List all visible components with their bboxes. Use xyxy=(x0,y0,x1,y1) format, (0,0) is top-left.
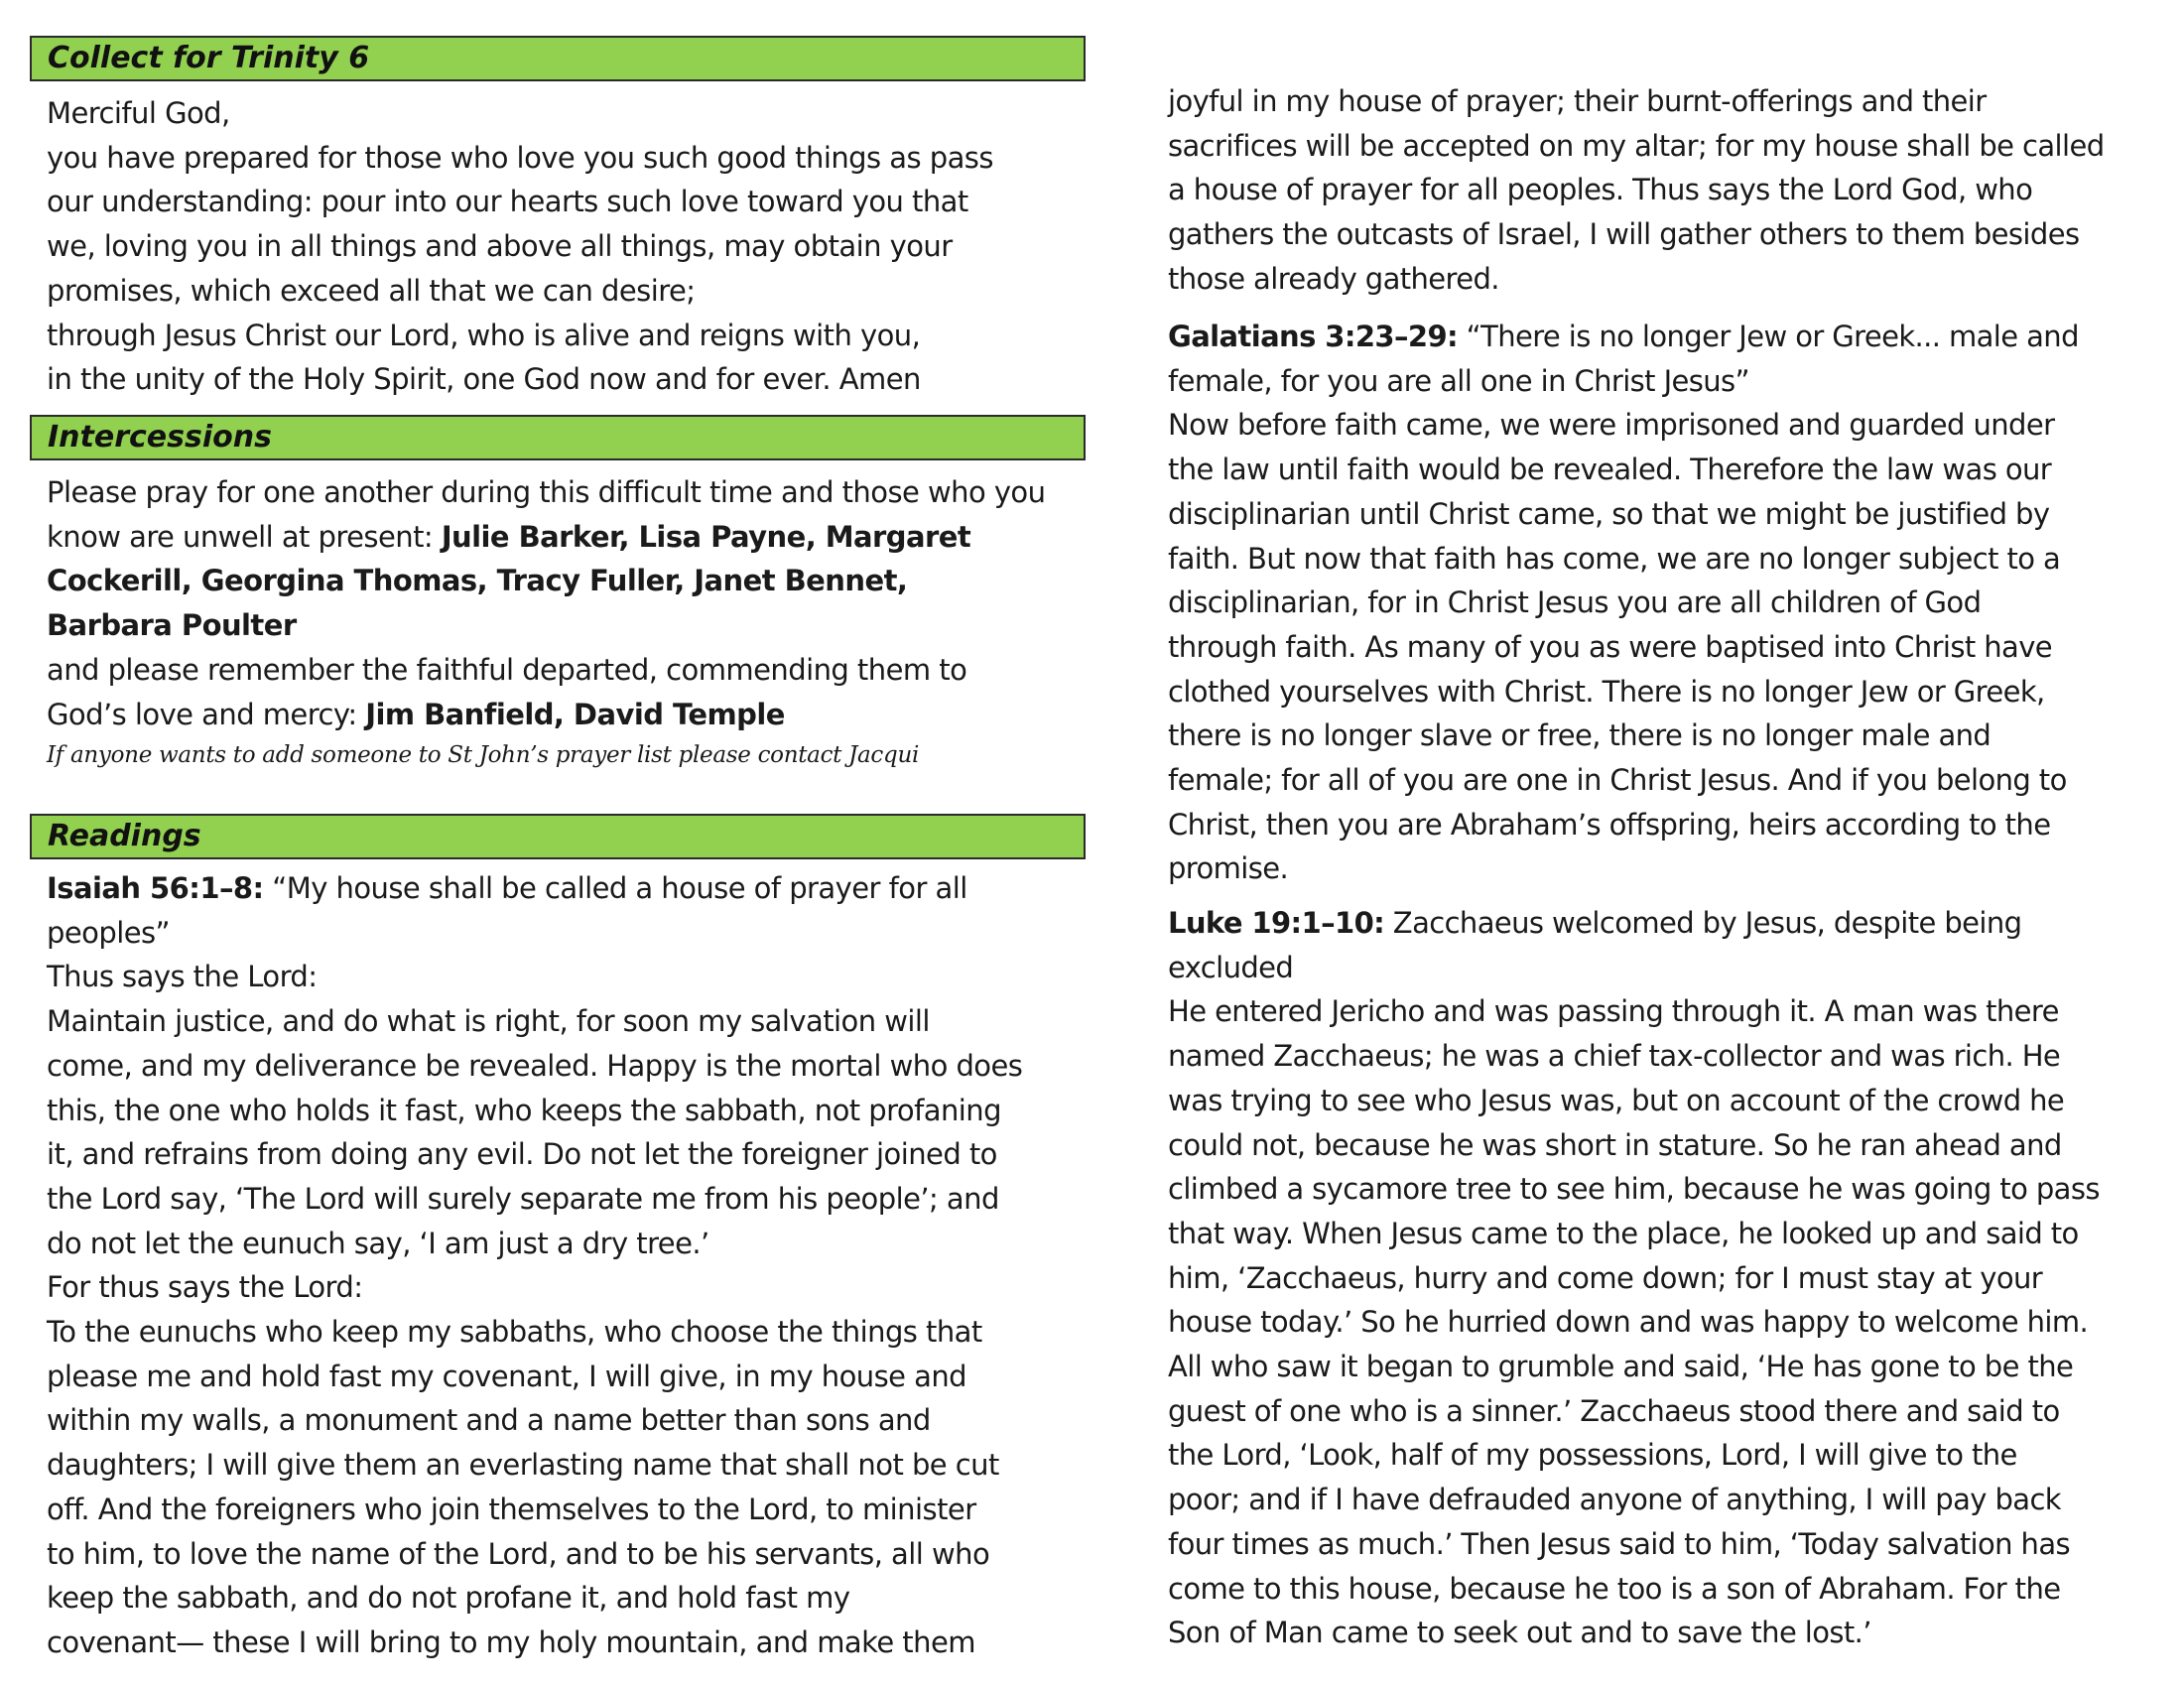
luke-line: four times as much.’ Then Jesus said to him, ‘Today salvation has xyxy=(1168,1526,2070,1561)
isaiah-title-text: “My house shall be called a house of prayer for all xyxy=(263,871,967,905)
galatians-line: through faith. As many of you as were baptised into Christ have xyxy=(1168,629,2053,664)
luke-title xyxy=(1168,901,2100,946)
isaiah-line: a house of prayer for all peoples. Thus says the Lord God, who xyxy=(1168,173,2033,207)
isaiah-continued xyxy=(1168,79,2105,302)
isaiah-line: Maintain justice, and do what is right, for soon my salvation will xyxy=(47,1004,930,1039)
collect-line: Merciful God, xyxy=(47,96,230,130)
collect-line: in the unity of the Holy Spirit, one God now and for ever. Amen xyxy=(47,362,921,397)
luke-line: guest of one who is a sinner.’ Zacchaeus stood there and said to xyxy=(1168,1393,2060,1428)
isaiah-line: For thus says the Lord: xyxy=(47,1270,363,1305)
readings-header: Readings xyxy=(30,814,1086,859)
isaiah-line: joyful in my house of prayer; their burnt-offerings and their xyxy=(1168,84,1987,118)
isaiah-line: to him, to love the name of the Lord, and to be his servants, all who xyxy=(47,1536,990,1571)
isaiah-line: please me and hold fast my covenant, I will give, in my house and xyxy=(47,1359,967,1393)
sick-names: Julie Barker, Lisa Payne, Margaret xyxy=(441,519,971,554)
collect-line: you have prepared for those who love you such good things as pass xyxy=(47,140,993,175)
collect-header: Collect for Trinity 6 xyxy=(30,36,1086,81)
galatians-line: female, for you are all one in Christ Jesus” xyxy=(1168,363,1749,398)
galatians-line: the law until faith would be revealed. Therefore the law was our xyxy=(1168,453,2052,487)
luke-line: was trying to see who Jesus was, but on account of the crowd he xyxy=(1168,1083,2065,1117)
luke-line: the Lord, ‘Look, half of my possessions, Lord, I will give to the xyxy=(1168,1438,2017,1473)
luke-line: him, ‘Zacchaeus, hurry and come down; for I must stay at your xyxy=(1168,1260,2043,1295)
galatians-title-text: “There is no longer Jew or Greek... male and xyxy=(1458,320,2079,353)
collect-line: promises, which exceed all that we can desire; xyxy=(47,273,696,308)
luke-title-text: Zacchaeus welcomed by Jesus, despite being xyxy=(1384,906,2022,940)
galatians-line: Now before faith came, we were imprisoned and guarded under xyxy=(1168,408,2055,443)
intercessions-line xyxy=(47,693,1045,737)
isaiah-line: come, and my deliverance be revealed. Happy is the mortal who does xyxy=(47,1048,1023,1083)
isaiah-line: keep the sabbath, and do not profane it, and hold fast my xyxy=(47,1581,850,1616)
galatians-line: disciplinarian until Christ came, so that we might be justified by xyxy=(1168,496,2050,531)
galatians-ref: Galatians 3:23–29: xyxy=(1168,320,1459,353)
sick-names: Cockerill, Georgina Thomas, Tracy Fuller, Janet Bennet, xyxy=(47,564,908,598)
collect-line: through Jesus Christ our Lord, who is alive and reigns with you, xyxy=(47,318,921,352)
isaiah-line: those already gathered. xyxy=(1168,261,1499,296)
isaiah-line: covenant— these I will bring to my holy mountain, and make them xyxy=(47,1624,975,1659)
luke-line: named Zacchaeus; he was a chief tax-collector and was rich. He xyxy=(1168,1039,2061,1074)
luke-line: climbed a sycamore tree to see him, because he was going to pass xyxy=(1168,1172,2100,1207)
galatians-reading xyxy=(1168,315,2079,891)
intercessions-plain: God’s love and mercy: xyxy=(47,697,366,731)
luke-line: that way. When Jesus came to the place, he looked up and said to xyxy=(1168,1216,2079,1250)
collect-line: we, loving you in all things and above all things, may obtain your xyxy=(47,229,953,264)
isaiah-line: To the eunuchs who keep my sabbaths, who choose the things that xyxy=(47,1315,982,1350)
intercessions-line: and please remember the faithful departed, commending them to xyxy=(47,652,967,687)
galatians-title xyxy=(1168,315,2079,359)
prayer-list-note: If anyone wants to add someone to St John’s prayer list please contact Jacqui xyxy=(47,742,920,768)
isaiah-line: it, and refrains from doing any evil. Do not let the foreigner joined to xyxy=(47,1137,997,1172)
luke-line: excluded xyxy=(1168,950,1294,984)
isaiah-line: within my walls, a monument and a name better than sons and xyxy=(47,1403,931,1438)
isaiah-line: do not let the eunuch say, ‘I am just a dry tree.’ xyxy=(47,1226,709,1260)
luke-line: All who saw it began to grumble and said, ‘He has gone to be the xyxy=(1168,1350,2074,1384)
galatians-line: clothed yourselves with Christ. There is no longer Jew or Greek, xyxy=(1168,674,2045,709)
isaiah-line: daughters; I will give them an everlasting name that shall not be cut xyxy=(47,1448,999,1483)
isaiah-line: sacrifices will be accepted on my altar; for my house shall be called xyxy=(1168,128,2105,163)
intercessions-line: Please pray for one another during this difficult time and those who you xyxy=(47,475,1046,509)
luke-line: poor; and if I have defrauded anyone of anything, I will pay back xyxy=(1168,1483,2061,1517)
luke-line: Son of Man came to seek out and to save the lost.’ xyxy=(1168,1616,1871,1650)
isaiah-title xyxy=(47,866,1022,911)
isaiah-reading xyxy=(47,866,1022,1665)
galatians-line: disciplinarian, for in Christ Jesus you are all children of God xyxy=(1168,585,1982,620)
sick-names: Barbara Poulter xyxy=(47,608,297,643)
isaiah-line: off. And the foreigners who join themselves to the Lord, to minister xyxy=(47,1492,976,1526)
isaiah-line: peoples” xyxy=(47,915,171,950)
luke-line: come to this house, because he too is a son of Abraham. For the xyxy=(1168,1571,2061,1606)
luke-line: He entered Jericho and was passing through it. A man was there xyxy=(1168,994,2059,1029)
intercessions-plain: know are unwell at present: xyxy=(47,519,442,554)
intercessions-line xyxy=(47,515,1045,560)
collect-line: our understanding: pour into our hearts such love toward you that xyxy=(47,185,968,219)
galatians-line: female; for all of you are one in Christ Jesus. And if you belong to xyxy=(1168,763,2067,798)
isaiah-line: gathers the outcasts of Israel, I will gather others to them besides xyxy=(1168,217,2080,252)
galatians-line: there is no longer slave or free, there is no longer male and xyxy=(1168,718,1991,753)
isaiah-line: this, the one who holds it fast, who keeps the sabbath, not profaning xyxy=(47,1093,1001,1127)
isaiah-ref: Isaiah 56:1–8: xyxy=(47,871,264,905)
isaiah-line: the Lord say, ‘The Lord will surely separate me from his people’; and xyxy=(47,1181,999,1216)
intercessions-header: Intercessions xyxy=(30,415,1086,460)
galatians-line: faith. But now that faith has come, we are no longer subject to a xyxy=(1168,541,2061,576)
luke-reading xyxy=(1168,901,2100,1655)
luke-ref: Luke 19:1–10: xyxy=(1168,906,1385,940)
departed-names: Jim Banfield, David Temple xyxy=(365,697,785,731)
intercessions-text xyxy=(47,470,1045,736)
luke-line: could not, because he was short in stature. So he ran ahead and xyxy=(1168,1127,2062,1162)
collect-text xyxy=(47,91,993,402)
galatians-line: Christ, then you are Abraham’s offspring, heirs according to the xyxy=(1168,807,2051,842)
isaiah-line: Thus says the Lord: xyxy=(47,960,318,994)
galatians-line: promise. xyxy=(1168,851,1289,886)
luke-line: house today.’ So he hurried down and was happy to welcome him. xyxy=(1168,1305,2089,1340)
